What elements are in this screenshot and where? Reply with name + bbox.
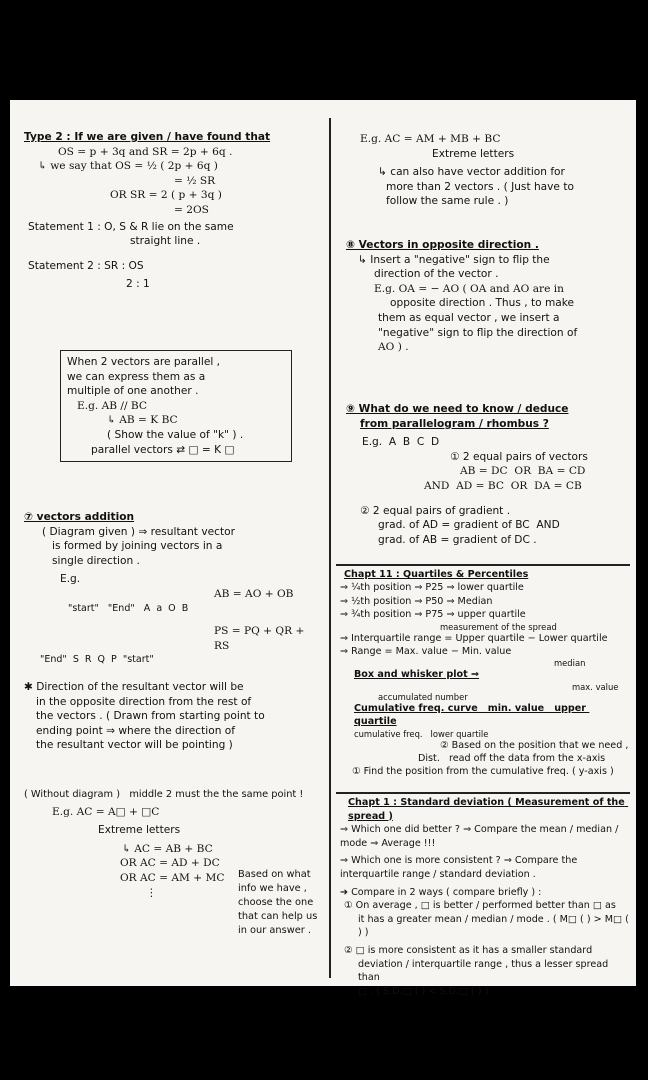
eg-top-line: Extreme letters: [432, 147, 515, 160]
notes-page: [10, 100, 636, 997]
type2-line: ↳ we say that OS = ½ ( 2p + 6q ): [38, 160, 218, 173]
without-line: in our answer .: [238, 925, 312, 936]
opposite-line: direction of the vector .: [374, 268, 499, 281]
opposite-section: [340, 238, 630, 355]
opposite-line: AO ) .: [378, 341, 409, 354]
parallel-line: E.g. AB // BC: [77, 399, 148, 412]
quartiles-line: ① Find the position from the cumulative freq. ( y-axis ): [352, 766, 614, 778]
parallel-line: ( Show the value of "k" ) .: [107, 428, 244, 441]
left-column: [24, 100, 320, 986]
without-line: Extreme letters: [98, 824, 181, 837]
column-divider: [329, 118, 331, 978]
right-column: [340, 100, 632, 997]
quartiles-line: Box and whisker plot ⇒: [354, 669, 480, 681]
quartiles-section: [340, 568, 630, 779]
parallel-box: [60, 350, 292, 462]
addition-line: ⑦ vectors addition: [24, 511, 135, 523]
parallel-line: When 2 vectors are parallel ,: [67, 356, 221, 368]
without-line: ↳ AC = AB + BC: [122, 842, 213, 855]
quartiles-line: max. value: [572, 681, 619, 692]
opposite-line: opposite direction . Thus , to make: [390, 297, 575, 310]
without-diagram-section: [24, 788, 320, 936]
parallelogram-line: ⑨ What do we need to know / deduce: [346, 403, 569, 415]
quartiles-line: median: [554, 658, 586, 669]
addition-line: ✱ Direction of the resultant vector will be: [24, 680, 244, 693]
parallelogram-line: grad. of AD = gradient of BC AND: [378, 519, 560, 532]
opposite-line: ⑧ Vectors in opposite direction .: [346, 239, 539, 251]
type2-line: Type 2 : If we are given / have found that: [24, 131, 271, 143]
addition-line: AB = AO + OB: [214, 587, 294, 600]
without-line: OR AC = AD + DC: [120, 857, 220, 870]
addition-line: "End" S R Q P "start": [40, 654, 154, 666]
type2-line: = 2OS: [174, 203, 209, 216]
stddev-line: □ . ( S.D.□ ( ) < S.D.□ ( ) ) .: [358, 985, 495, 997]
addition-line: in the opposite direction from the rest of: [36, 695, 252, 708]
stddev-line: ② □ is more consistent as it has a smaller standard: [344, 944, 593, 956]
eg-top-line: follow the same rule . ): [386, 195, 509, 208]
stddev-line: deviation / interquartile range , thus a lesser spread than: [358, 958, 612, 984]
parallelogram-line: grad. of AB = gradient of DC .: [378, 533, 537, 546]
opposite-line: ↳ Insert a "negative" sign to flip the: [358, 253, 550, 266]
parallel-line: multiple of one another .: [67, 385, 199, 398]
opposite-line: "negative" sign to flip the direction of: [378, 326, 578, 339]
parallelogram-line: ① 2 equal pairs of vectors: [450, 450, 588, 463]
without-line: that can help us: [238, 911, 318, 922]
quartiles-line: cumulative freq. lower quartile: [354, 728, 489, 739]
addition-line: E.g.: [60, 573, 81, 586]
quartiles-line: ⇒ ½th position ⇒ P50 ⇒ Median: [340, 595, 493, 607]
type2-line: 2 : 1: [126, 278, 150, 291]
parallelogram-line: from parallelogram / rhombus ?: [360, 417, 549, 430]
eg-top-line: E.g. AC = AM + MB + BC: [360, 133, 501, 145]
eg-top-section: [340, 132, 630, 209]
stddev-section: [340, 796, 630, 998]
stddev-line: it has a greater mean / median / mode . ( M□ ( ) > M□ ( ) ): [358, 913, 632, 939]
parallel-line: we can express them as a: [67, 370, 206, 383]
addition-line: is formed by joining vectors in a: [52, 540, 223, 553]
without-line: E.g. AC = A□ + □C: [52, 805, 160, 818]
without-line: Based on what: [238, 869, 311, 880]
without-line: ⋮: [146, 886, 157, 899]
parallel-line: parallel vectors ⇄ □ = K □: [91, 443, 235, 456]
parallel-line: ↳ AB = K BC: [107, 414, 178, 427]
without-line: ( Without diagram ) middle 2 must the the same point !: [24, 789, 304, 800]
stddev-line: Chapt 1 : Standard deviation ( Measurement of the spread ): [348, 797, 629, 822]
quartiles-line: ⇒ Range = Max. value − Min. value: [340, 646, 512, 658]
type2-line: Statement 2 : SR : OS: [28, 259, 144, 272]
addition-line: ( Diagram given ) ⇒ resultant vector: [42, 525, 235, 538]
opposite-line: E.g. OA = − AO ( OA and AO are in: [374, 282, 564, 295]
quartiles-line: ⇒ ¾th position ⇒ P75 ⇒ upper quartile: [340, 609, 526, 621]
type2-line: Statement 1 : O, S & R lie on the same: [28, 220, 234, 233]
without-line: OR AC = AM + MC: [120, 871, 225, 884]
opposite-line: them as equal vector , we insert a: [378, 311, 560, 324]
parallelogram-line: AB = DC OR BA = CD: [460, 465, 586, 478]
parallelogram-line: E.g. A B C D: [362, 436, 440, 449]
quartiles-line: ② Based on the position that we need ,: [440, 739, 629, 751]
quartiles-line: accumulated number: [378, 691, 468, 702]
section-rule: [336, 792, 630, 794]
parallelogram-section: [340, 402, 630, 547]
type2-line: = ½ SR: [174, 174, 216, 187]
stddev-line: ➔ Compare in 2 ways ( compare briefly ) :: [340, 886, 542, 898]
quartiles-line: ⇒ ¼th position ⇒ P25 ⇒ lower quartile: [340, 582, 524, 594]
addition-line: the vectors . ( Drawn from starting point to: [36, 710, 265, 723]
stddev-line: ① On average , □ is better / performed better than □ as: [344, 900, 616, 912]
eg-top-line: more than 2 vectors . ( Just have to: [386, 180, 574, 193]
stddev-line: ⇒ Which one is more consistent ? ⇒ Compare the interquartile range / standard deviation .: [340, 855, 581, 880]
addition-line: the resultant vector will be pointing ): [36, 739, 233, 752]
quartiles-line: measurement of the spread: [440, 621, 557, 632]
type2-line: OR SR = 2 ( p + 3q ): [110, 189, 222, 202]
quartiles-line: Cumulative freq. curve min. value upper quartile: [354, 702, 590, 728]
type2-line: straight line .: [130, 235, 201, 248]
choose-note: [238, 868, 324, 938]
eg-top-line: ↳ can also have vector addition for: [378, 166, 565, 179]
type2-line: OS = p + 3q and SR = 2p + 6q .: [58, 145, 233, 158]
without-line: choose the one: [238, 897, 314, 908]
addition-line: "start" "End" A a O B: [68, 602, 189, 614]
without-line: info we have ,: [238, 883, 307, 894]
section-rule: [336, 564, 630, 566]
addition-line: PS = PQ + QR + RS: [214, 625, 308, 652]
addition-line: ending point ⇒ where the direction of: [36, 724, 235, 737]
parallelogram-line: ② 2 equal pairs of gradient .: [360, 504, 511, 517]
addition-line: single direction .: [52, 554, 140, 567]
stddev-line: ⇒ Which one did better ? ⇒ Compare the mean / median / mode ⇒ Average !!!: [340, 824, 622, 849]
parallelogram-line: AND AD = BC OR DA = CB: [424, 479, 582, 492]
quartiles-line: ⇒ Interquartile range = Upper quartile − Lower quartile: [340, 632, 608, 644]
type2-section: [24, 130, 320, 292]
quartiles-line: Dist. read off the data from the x-axis: [418, 753, 606, 765]
quartiles-line: Chapt 11 : Quartiles & Percentiles: [344, 569, 529, 580]
addition-section: [24, 510, 320, 753]
